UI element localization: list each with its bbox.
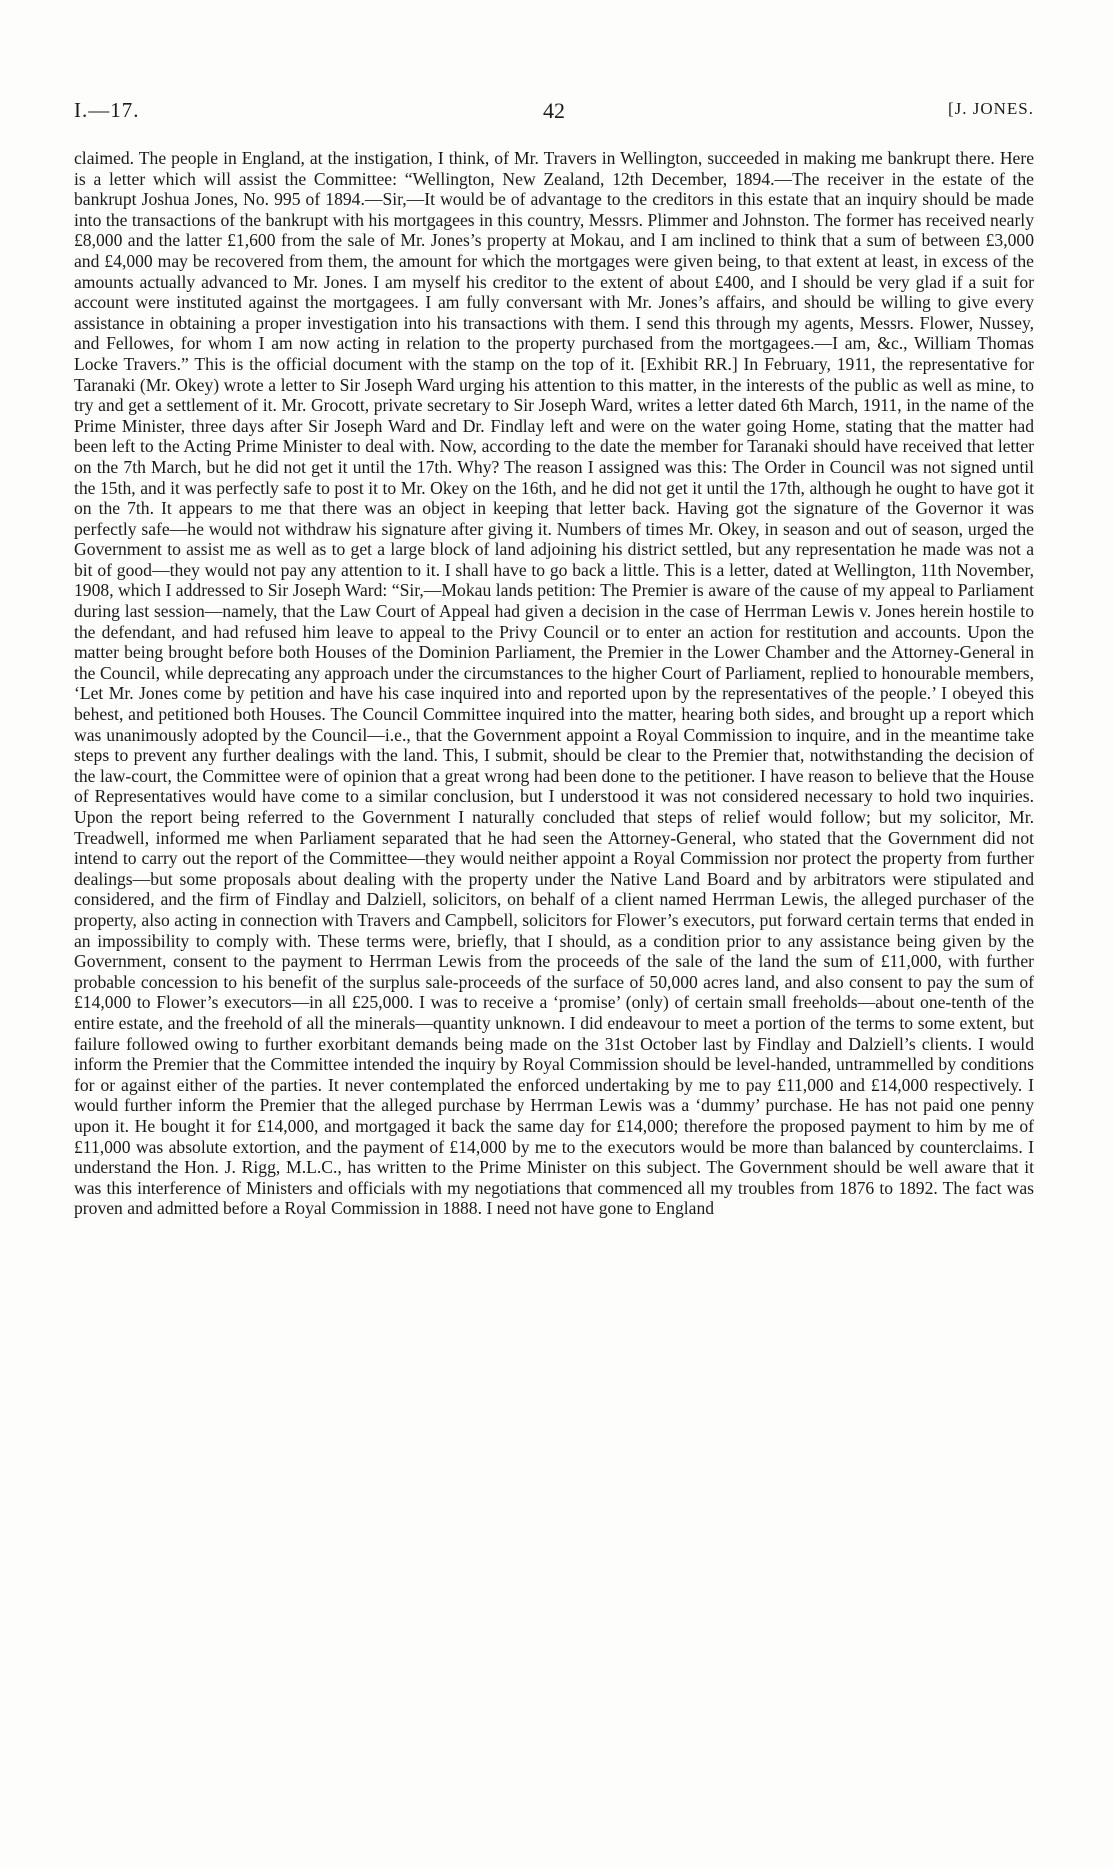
page-number: 42: [543, 98, 565, 123]
paragraph: claimed. The people in England, at the instigation, I think, of Mr. Travers in Wellington, succeeded in making me bankrupt there. Here is a letter which will assist the Committee: “Wellington, New Zealand, 12th December, 1894.—The receiver in the estate of the bankrupt Joshua Jones, No. 995 of 1894.—Sir,—It would be of advantage to the creditors in this estate that an inquiry should be made into the transactions of the bankrupt with his mortgagees in this country, Messrs. Plimmer and Johnston. The former has received nearly £8,000 and the latter £1,600 from the sale of Mr. Jones’s property at Mokau, and I am inclined to think that a sum of between £3,000 and £4,000 may be recovered from them, the amount for which the mortgages were given being, to that extent at least, in excess of the amounts actually advanced to Mr. Jones. I am myself his creditor to the extent of about £400, and I should be very glad if a suit for account were instituted against the mortgagees. I am fully conversant with Mr. Jones’s affairs, and should be willing to give every assistance in obtaining a proper investigation into his transactions with them. I send this through my agents, Messrs. Flower, Nussey, and Fellowes, for whom I am now acting in relation to the property purchased from the mortgagees.—I am, &c., William Thomas Locke Travers.” This is the official document with the stamp on the top of it. [Exhibit RR.] In February, 1911, the representative for Taranaki (Mr. Okey) wrote a letter to Sir Joseph Ward urging his attention to this matter, in the interests of the public as well as mine, to try and get a settlement of it. Mr. Grocott, private secretary to Sir Joseph Ward, writes a letter dated 6th March, 1911, in the name of the Prime Minister, three days after Sir Joseph Ward and Dr. Findlay left and were on the water going Home, stating that the matter had been left to the Acting Prime Minister to deal with. Now, according to the date the member for Taranaki should have received that letter on the 7th March, but he did not get it until the 17th. Why? The reason I assigned was this: The Order in Council was not signed until the 15th, and it was perfectly safe to post it to Mr. Okey on the 16th, and he did not get it until the 17th, although he ought to have got it on the 7th. It appears to me that there was an object in keeping that letter back. Having got the signature of the Governor it was perfectly safe—he would not withdraw his signature after giving it. Numbers of times Mr. Okey, in season and out of season, urged the Government to assist me as well as to get a large block of land adjoining his district settled, but any representation he made was not a bit of good—they would not pay any attention to it. I shall have to go back a little. This is a letter, dated at Wellington, 11th November, 1908, which I addressed to Sir Joseph Ward: “Sir,—Mokau lands petition: The Premier is aware of the cause of my appeal to Parliament during last session—namely, that the Law Court of Appeal had given a decision in the case of Herrman Lewis v. Jones herein hostile to the defendant, and had refused him leave to appeal to the Privy Council or to enter an action for restitution and accounts. Upon the matter being brought before both Houses of the Dominion Parliament, the Premier in the Lower Chamber and the Attorney-General in the Council, while deprecating any approach under the circumstances to the higher Court of Parliament, replied to honourable members, ‘Let Mr. Jones come by petition and have his case inquired into and reported upon by the representatives of the people.’ I obeyed this behest, and petitioned both Houses. The Council Committee inquired into the matter, hearing both sides, and brought up a report which was unanimously adopted by the Council—i.e., that the Government appoint a Royal Commission to inquire, and in the meantime take steps to prevent any further dealings with the land. This, I submit, should be clear to the Premier that, notwithstanding the decision of the law-court, the Committee were of opinion that a great wrong had been done to the petitioner. I have reason to believe that the House of Representatives would have come to a similar conclusion, but I understood it was not considered necessary to hold two inquiries. Upon the report being referred to the Government I naturally concluded that steps of relief would follow; but my solicitor, Mr. Treadwell, informed me when Parliament separated that he had seen the Attorney-General, who stated that the Government did not intend to carry out the report of the Committee—they would neither appoint a Royal Commission nor protect the property from further dealings—but some proposals about dealing with the property under the Native Land Board and by arbitrators were stipulated and considered, and the firm of Findlay and Dalziell, solicitors, on behalf of a client named Herrman Lewis, the alleged purchaser of the property, also acting in connection with Travers and Campbell, solicitors for Flower’s executors, put forward certain terms that ended in an impossibility to comply with. These terms were, briefly, that I should, as a condition prior to any assistance being given by the Government, consent to the payment to Herrman Lewis from the proceeds of the sale of the land the sum of £11,000, with further probable concession to his benefit of the surplus sale-proceeds of the surface of 50,000 acres land, and also consent to pay the sum of £14,000 to Flower’s executors—in all £25,000. I was to receive a ‘promise’ (only) of certain small freeholds—about one-tenth of the entire estate, and the freehold of all the minerals—quantity unknown. I did endeavour to meet a portion of the terms to some extent, but failure followed owing to further exorbitant demands being made on the 31st October last by Findlay and Dalziell’s clients. I would inform the Premier that the Committee intended the inquiry by Royal Commission should be level-handed, untrammelled by conditions for or against either of the parties. It never contemplated the enforced undertaking by me to pay £11,000 and £14,000 respectively. I would further inform the Premier that the alleged purchase by Herrman Lewis was a ‘dummy’ purchase. He has not paid one penny upon it. He bought it for £14,000, and mortgaged it back the same day for £14,000; therefore the proposed payment to him by me of £11,000 was absolute extortion, and the payment of £14,000 by me to the executors would be more than balanced by counterclaims. I understand the Hon. J. Rigg, M.L.C., has written to the Prime Minister on this subject. The Government should be well aware that it was this interference of Ministers and officials with my negotiations that commenced all my troubles from 1876 to 1892. The fact was proven and admitted before a Royal Commission in 1888. I need not have gone to England: [74, 148, 1034, 1219]
speaker-name: [J. JONES.: [947, 99, 1034, 118]
document-reference: I.—17.: [74, 98, 140, 122]
body-text: [74, 148, 1034, 1219]
page-header: [74, 98, 1034, 128]
